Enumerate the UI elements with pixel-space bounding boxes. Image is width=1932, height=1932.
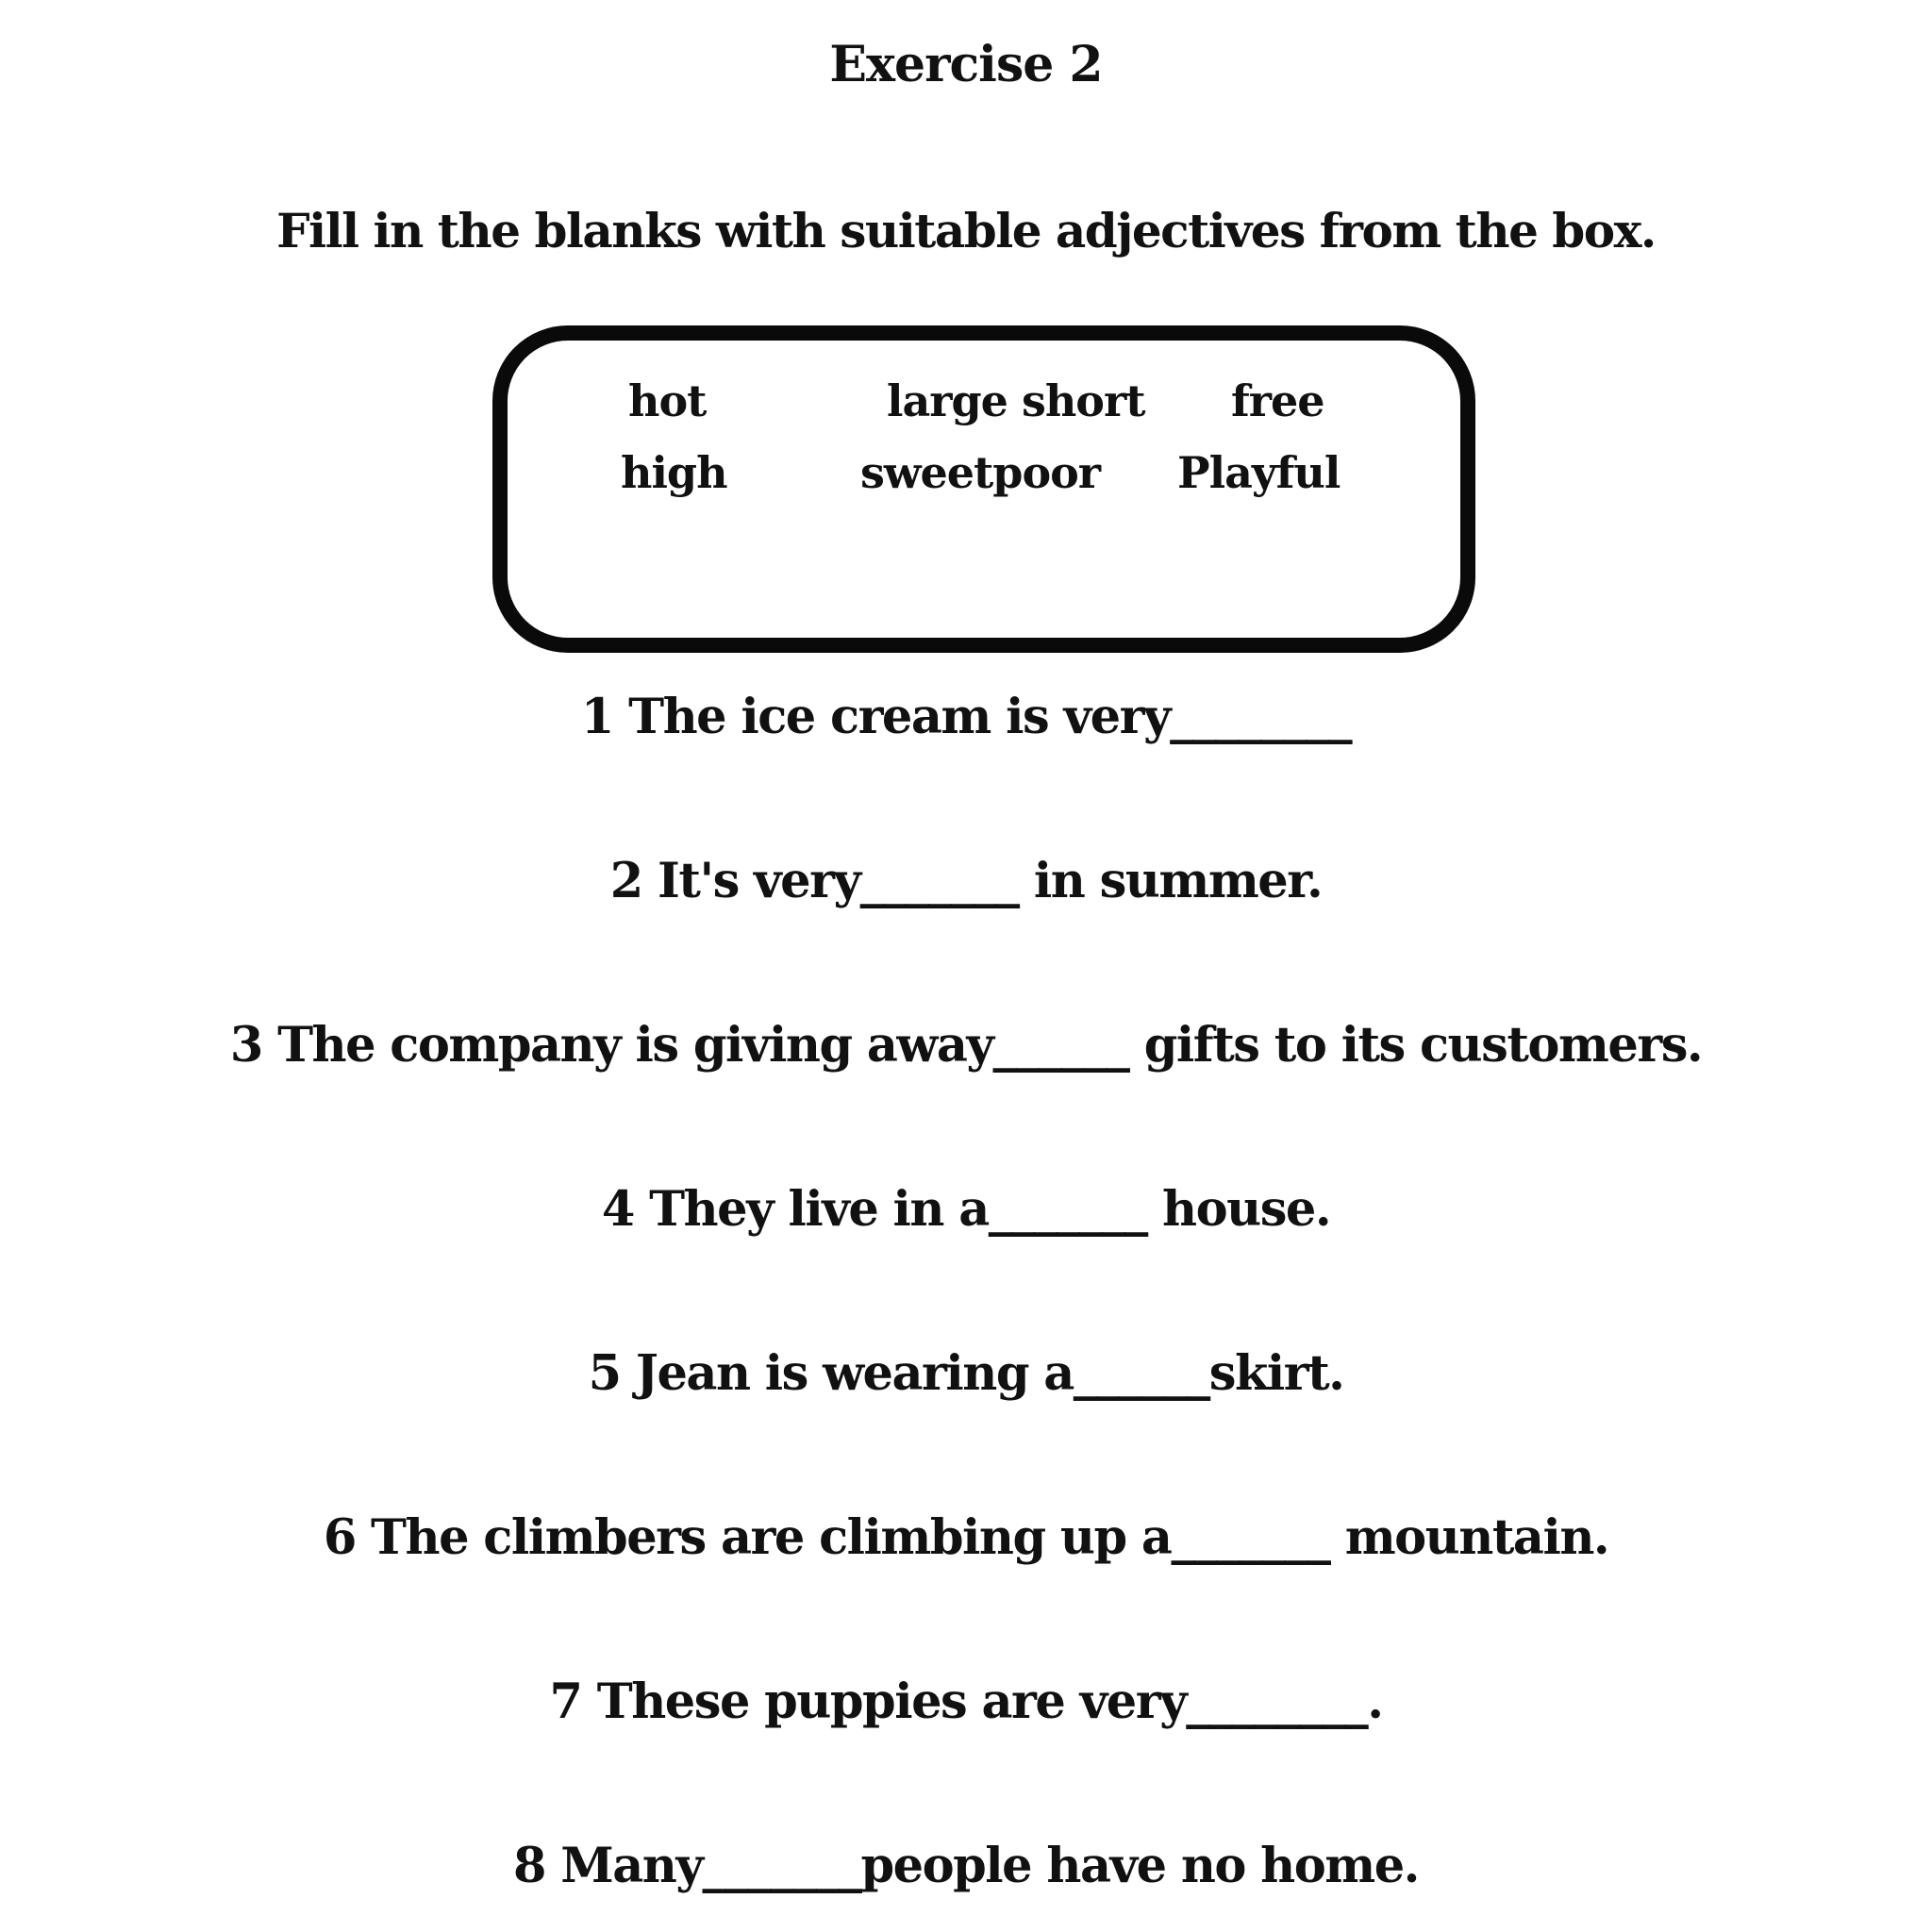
word-large-short: large short bbox=[887, 375, 1145, 426]
word-free: free bbox=[1231, 375, 1324, 426]
instructions: Fill in the blanks with suitable adjectives from the box. bbox=[276, 203, 1656, 258]
sentence-7: 7 These puppies are very________. bbox=[549, 1674, 1383, 1730]
sentence-2: 2 It's very_______ in summer. bbox=[609, 853, 1323, 909]
exercise-title: Exercise 2 bbox=[829, 36, 1103, 93]
word-sweetpoor: sweetpoor bbox=[860, 447, 1101, 498]
sentence-6: 6 The climbers are climbing up a_______ mountain. bbox=[323, 1509, 1609, 1566]
sentence-1: 1 The ice cream is very________ bbox=[580, 689, 1352, 745]
word-high: high bbox=[621, 447, 727, 498]
sentence-8: 8 Many_______people have no home. bbox=[513, 1838, 1419, 1894]
sentence-5: 5 Jean is wearing a______skirt. bbox=[588, 1345, 1344, 1402]
sentence-3: 3 The company is giving away______ gifts to its customers. bbox=[229, 1017, 1703, 1074]
sentence-4: 4 They live in a_______ house. bbox=[601, 1181, 1331, 1238]
word-playful: Playful bbox=[1177, 447, 1341, 498]
word-hot: hot bbox=[628, 375, 707, 426]
